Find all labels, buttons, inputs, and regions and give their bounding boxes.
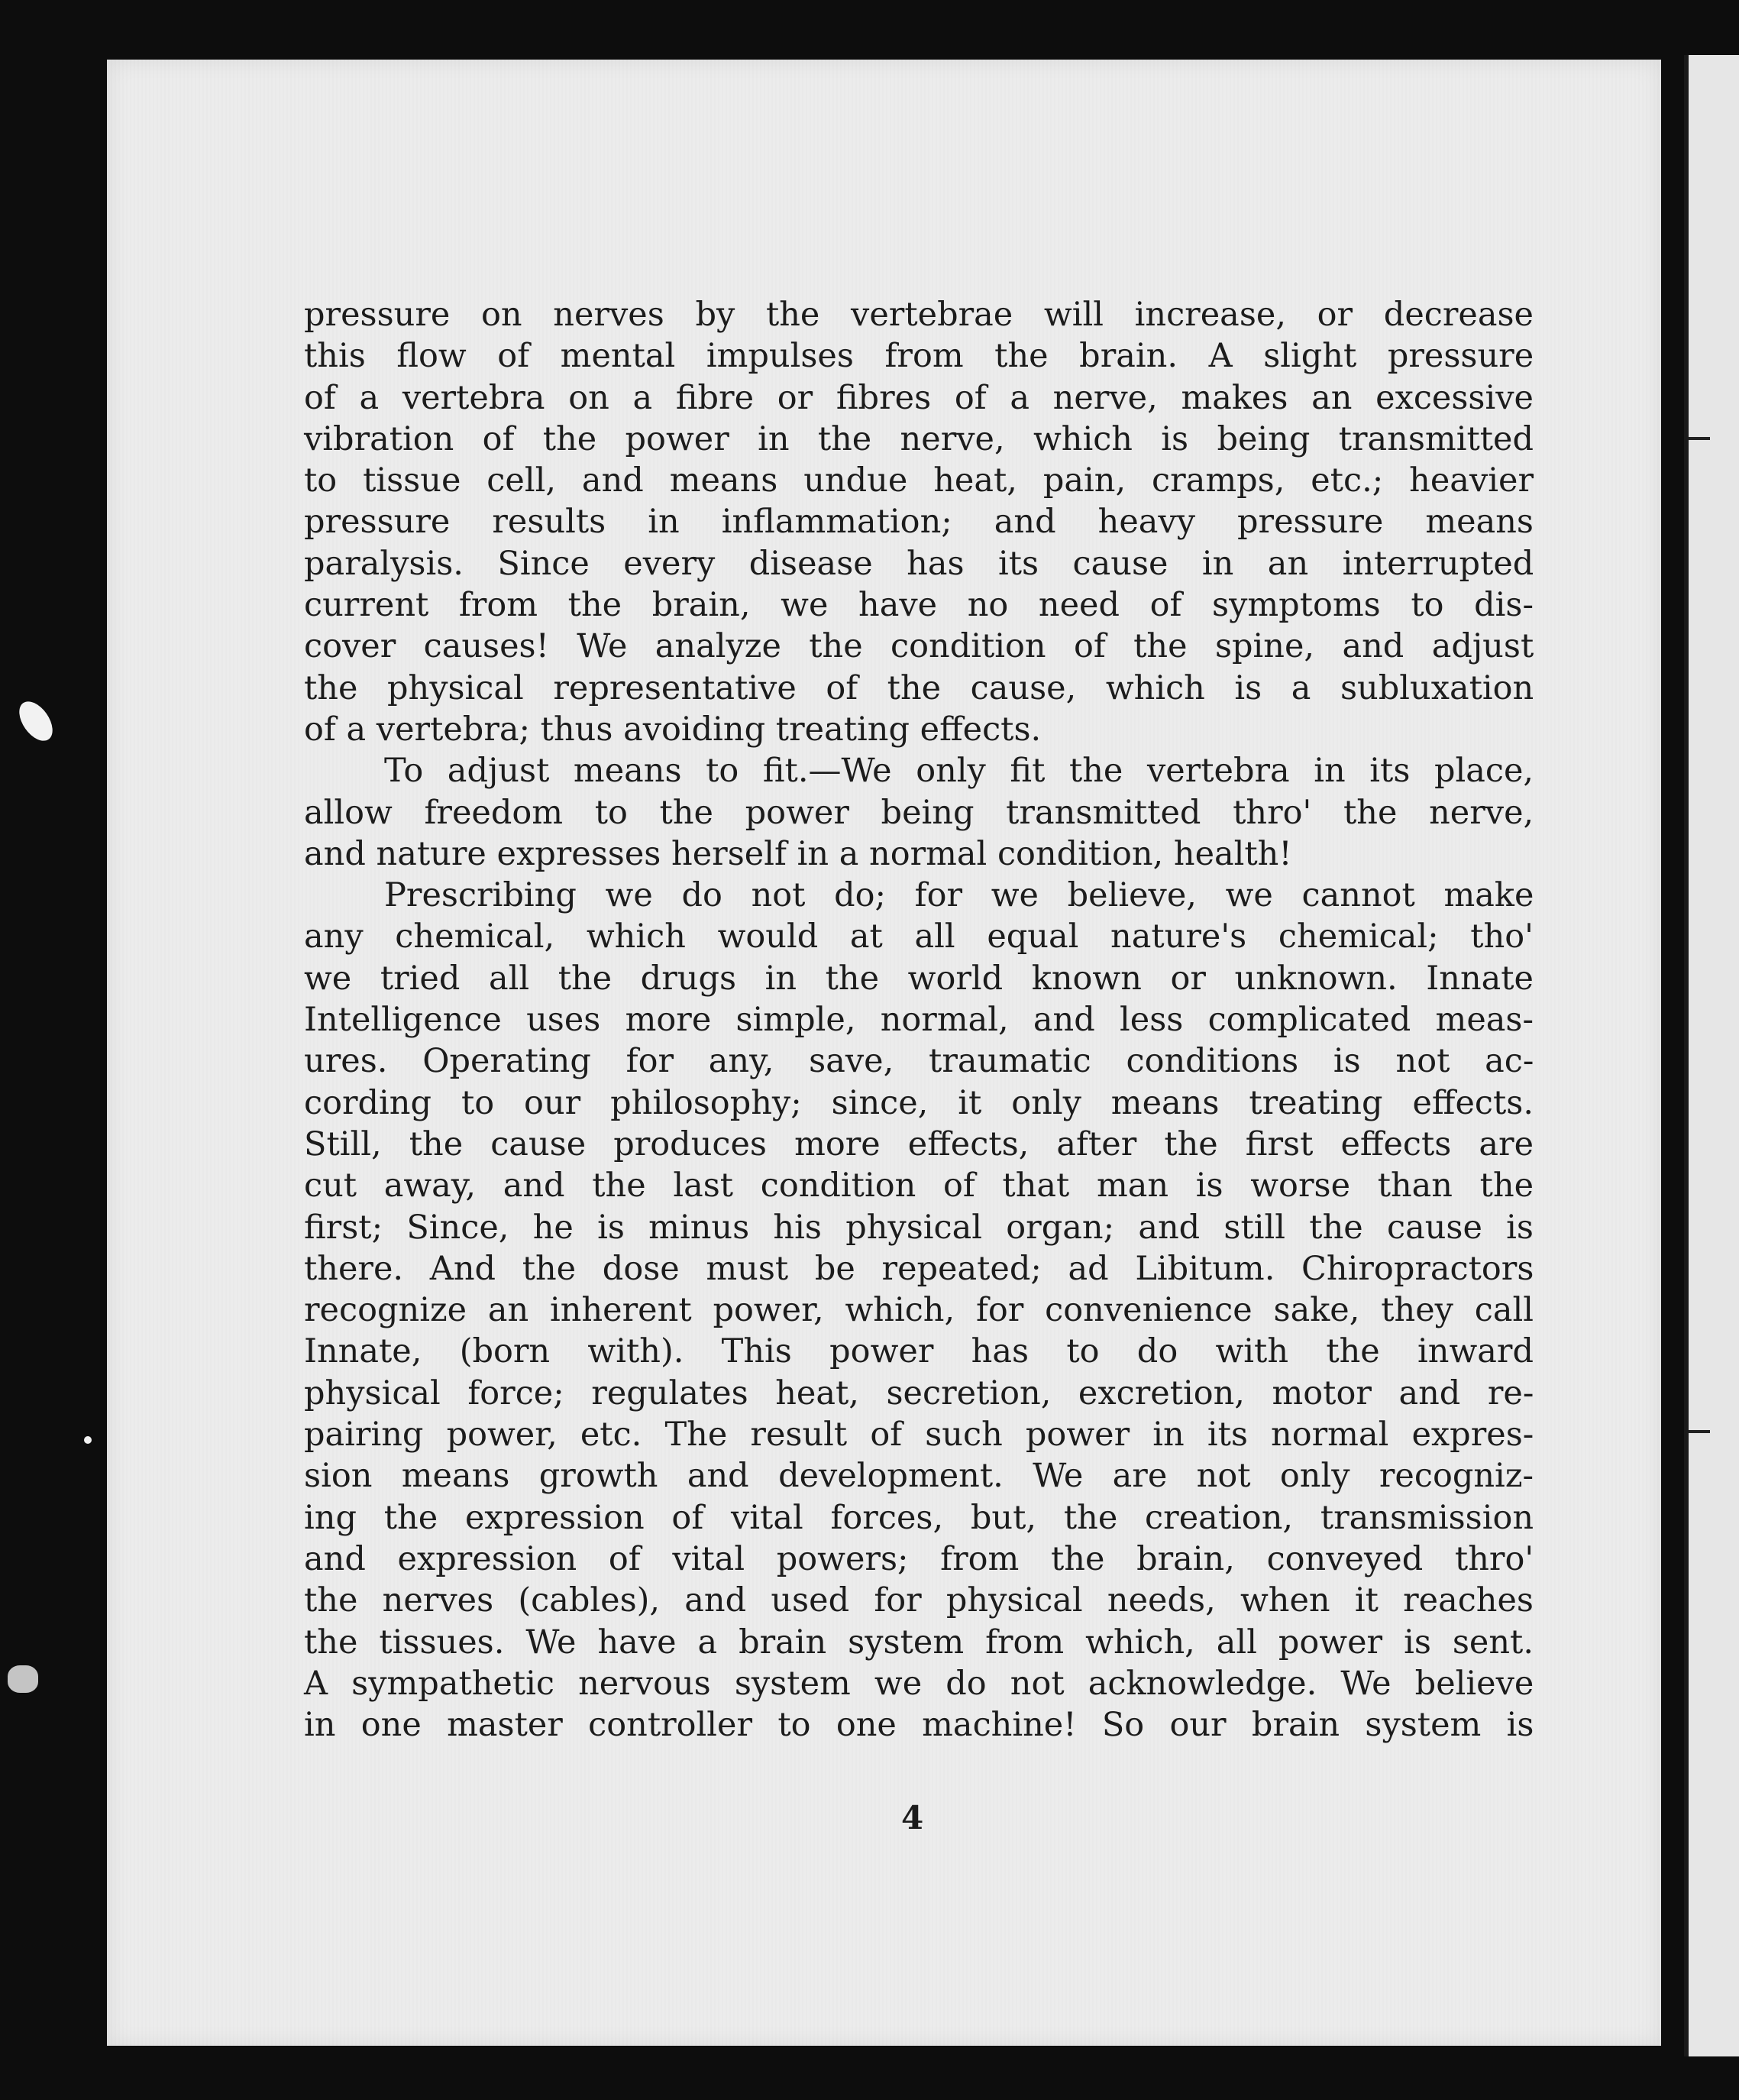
text-line: sion means growth and development. We are not only recogniz-	[304, 1457, 1534, 1496]
page-number: 4	[901, 1799, 924, 1836]
adjacent-page-edge	[1684, 55, 1739, 2056]
text-line: first; Since, he is minus his physical organ; and still the cause is	[304, 1208, 1534, 1247]
paragraph-1	[304, 294, 1534, 750]
text-line: recognize an inherent power, which, for convenience sake, they call	[304, 1291, 1534, 1330]
text-line: Prescribing we do not do; for we believe, we cannot make	[384, 876, 1534, 915]
margin-speck	[8, 1665, 38, 1693]
text-line: pressure on nerves by the vertebrae will increase, or decrease	[304, 296, 1534, 334]
text-line: any chemical, which would at all equal nature's chemical; tho'	[304, 917, 1534, 956]
text-line: in one master controller to one machine! So our brain system is	[304, 1706, 1534, 1745]
text-line: ures. Operating for any, save, traumatic conditions is not ac-	[304, 1042, 1534, 1081]
text-line: the tissues. We have a brain system from which, all power is sent.	[304, 1623, 1534, 1662]
text-line: A sympathetic nervous system we do not acknowledge. We believe	[304, 1664, 1534, 1703]
text-line: Intelligence uses more simple, normal, and less complicated meas-	[304, 1001, 1534, 1040]
text-line: there. And the dose must be repeated; ad Libitum. Chiropractors	[304, 1249, 1534, 1288]
text-line: of a vertebra; thus avoiding treating effects.	[304, 710, 1042, 749]
text-line: cording to our philosophy; since, it only means treating effects.	[304, 1083, 1534, 1122]
text-line: Still, the cause produces more effects, after the first effects are	[304, 1124, 1534, 1163]
edge-mark	[1689, 1430, 1710, 1433]
text-line: cut away, and the last condition of that man is worse than the	[304, 1166, 1534, 1205]
text-line: the nerves (cables), and used for physical needs, when it reaches	[304, 1581, 1534, 1620]
text-line: current from the brain, we have no need of symptoms to dis-	[304, 586, 1534, 625]
text-line: Innate, (born with). This power has to do with the inward	[304, 1332, 1534, 1371]
text-line: and nature expresses herself in a normal condition, health!	[304, 834, 1292, 873]
text-line: allow freedom to the power being transmitted thro' the nerve,	[304, 793, 1534, 832]
text-line: the physical representative of the cause, which is a subluxation	[304, 668, 1534, 707]
text-line: we tried all the drugs in the world known or unknown. Innate	[304, 959, 1534, 998]
text-line: paralysis. Since every disease has its cause in an interrupted	[304, 544, 1534, 583]
text-line: cover causes! We analyze the condition of the spine, and adjust	[304, 627, 1534, 666]
text-line: vibration of the power in the nerve, which is being transmitted	[304, 419, 1534, 458]
text-line: physical force; regulates heat, secretion, excretion, motor and re-	[304, 1374, 1534, 1412]
text-line: pairing power, etc. The result of such power in its normal expres-	[304, 1416, 1534, 1454]
text-line: To adjust means to fit.—We only fit the vertebra in its place,	[384, 752, 1534, 791]
paragraph-3	[304, 875, 1534, 1746]
margin-speck	[12, 695, 59, 746]
text-line: and expression of vital powers; from the brain, conveyed thro'	[304, 1539, 1534, 1578]
edge-mark	[1689, 437, 1710, 440]
body-text	[304, 294, 1534, 1746]
margin-speck	[84, 1436, 92, 1444]
text-line: to tissue cell, and means undue heat, pain, cramps, etc.; heavier	[304, 461, 1534, 500]
text-line: this flow of mental impulses from the brain. A slight pressure	[304, 337, 1534, 376]
text-line: of a vertebra on a fibre or fibres of a nerve, makes an excessive	[304, 378, 1534, 417]
text-line: pressure results in inflammation; and heavy pressure means	[304, 503, 1534, 542]
text-line: ing the expression of vital forces, but, the creation, transmission	[304, 1498, 1534, 1537]
paragraph-2	[304, 750, 1534, 875]
